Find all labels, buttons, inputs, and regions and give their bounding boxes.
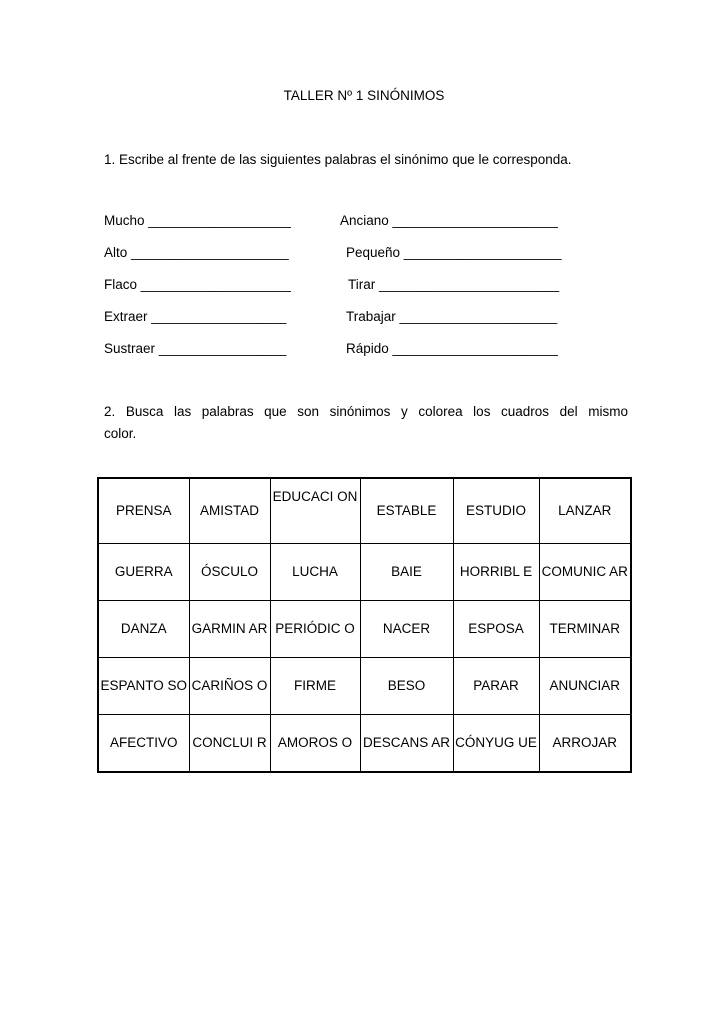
- page-title: TALLER Nº 1 SINÓNIMOS: [283, 88, 445, 103]
- synonym-pair-row: [104, 245, 634, 265]
- grid-cell[interactable]: DESCANS AR: [360, 715, 453, 773]
- synonym-word-grid: [97, 477, 632, 773]
- grid-cell[interactable]: AFECTIVO: [98, 715, 189, 773]
- grid-cell[interactable]: CONCLUI R: [189, 715, 270, 773]
- grid-cell[interactable]: TERMINAR: [539, 601, 631, 658]
- synonym-prompt-left: Alto _____________________: [104, 245, 289, 260]
- synonym-pair-row: [104, 341, 634, 361]
- grid-cell[interactable]: ARROJAR: [539, 715, 631, 773]
- grid-cell[interactable]: DANZA: [98, 601, 189, 658]
- synonym-pair-row: [104, 309, 634, 329]
- grid-cell[interactable]: CÓNYUG UE: [453, 715, 539, 773]
- grid-cell[interactable]: NACER: [360, 601, 453, 658]
- synonym-pair-row: [104, 213, 634, 233]
- grid-row: [98, 544, 631, 601]
- grid-cell[interactable]: GUERRA: [98, 544, 189, 601]
- grid-cell[interactable]: ESPOSA: [453, 601, 539, 658]
- synonym-prompt-left: Sustraer _________________: [104, 341, 287, 356]
- grid-cell[interactable]: AMOROS O: [270, 715, 360, 773]
- grid-cell[interactable]: PERIÓDIC O: [270, 601, 360, 658]
- grid-cell[interactable]: PARAR: [453, 658, 539, 715]
- grid-row: [98, 478, 631, 544]
- synonym-prompt-left: Flaco ____________________: [104, 277, 291, 292]
- grid-cell[interactable]: ÓSCULO: [189, 544, 270, 601]
- grid-cell[interactable]: PRENSA: [98, 478, 189, 544]
- grid-cell[interactable]: ANUNCIAR: [539, 658, 631, 715]
- grid-cell[interactable]: BAIE: [360, 544, 453, 601]
- synonym-prompt-left: Extraer __________________: [104, 309, 287, 324]
- instruction-2: 2. Busca las palabras que son sinónimos y colorea los cuadros del mismo color.: [104, 404, 628, 441]
- grid-cell[interactable]: ESTUDIO: [453, 478, 539, 544]
- grid-cell[interactable]: ESPANTO SO: [98, 658, 189, 715]
- synonym-prompt-right: Trabajar _____________________: [346, 309, 558, 324]
- grid-row: [98, 601, 631, 658]
- synonym-prompt-right: Anciano ______________________: [340, 213, 558, 228]
- grid-cell[interactable]: LUCHA: [270, 544, 360, 601]
- grid-cell[interactable]: COMUNIC AR: [539, 544, 631, 601]
- grid-cell[interactable]: LANZAR: [539, 478, 631, 544]
- grid-cell[interactable]: ESTABLE: [360, 478, 453, 544]
- synonym-pair-row: [104, 277, 634, 297]
- grid-cell[interactable]: HORRIBL E: [453, 544, 539, 601]
- grid-cell[interactable]: EDUCACI ON: [270, 478, 360, 544]
- synonym-prompt-right: Rápido ______________________: [346, 341, 558, 356]
- synonym-prompt-right: Tirar ________________________: [348, 277, 560, 292]
- synonym-prompt-left: Mucho ___________________: [104, 213, 291, 228]
- grid-cell[interactable]: BESO: [360, 658, 453, 715]
- synonym-prompt-right: Pequeño _____________________: [346, 245, 562, 260]
- grid-cell[interactable]: GARMIN AR: [189, 601, 270, 658]
- grid-cell[interactable]: CARIÑOS O: [189, 658, 270, 715]
- grid-cell[interactable]: AMISTAD: [189, 478, 270, 544]
- grid-row: [98, 658, 631, 715]
- instruction-1: 1. Escribe al frente de las siguientes palabras el sinónimo que le corresponda.: [104, 152, 572, 167]
- grid-row: [98, 715, 631, 773]
- grid-cell[interactable]: FIRME: [270, 658, 360, 715]
